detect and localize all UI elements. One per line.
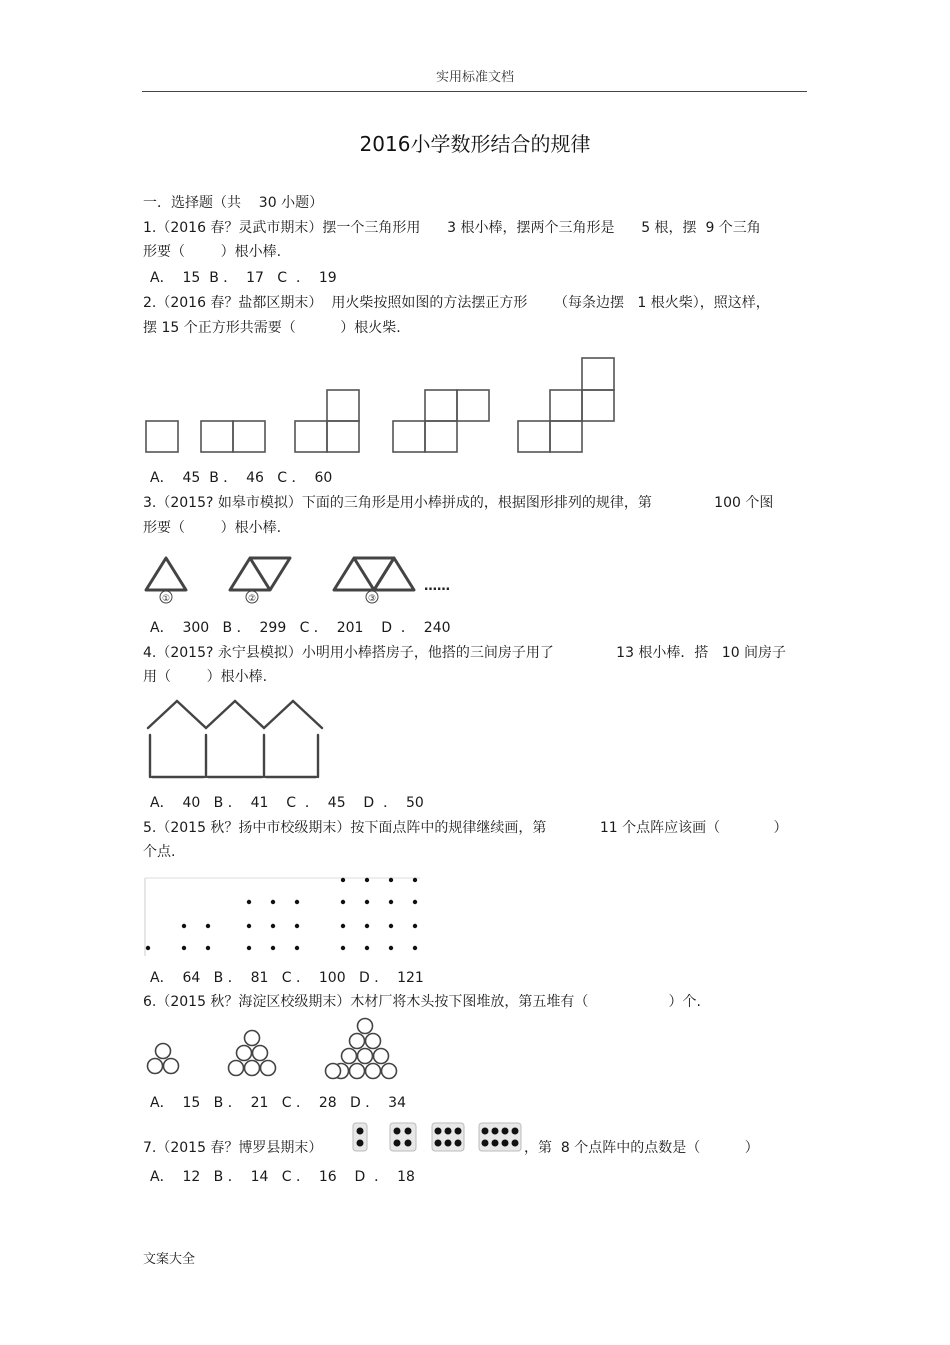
q3-label-3: ③ — [368, 594, 377, 604]
q2-text-line1: 2.（2016 春？盐都区期末） 用火柴按照如图的方法摆正方形 （每条边摆 1 根火柴），照这样， — [143, 295, 770, 311]
q7-text-part2: ，第 8 个点阵中的点数是（ ） — [524, 1140, 759, 1156]
q3-triangles-figure — [140, 548, 470, 610]
q4-options: A． 40 B ． 41 C ． 45 D ． 50 — [150, 795, 424, 811]
q7-text-part1: 7.（2015 春？博罗县期末） — [143, 1140, 323, 1156]
q3-label-1: ① — [162, 594, 171, 604]
page-footer: 文案大全 — [143, 1252, 196, 1267]
q4-houses-figure — [140, 695, 330, 785]
page-header: 实用标准文档 — [435, 70, 514, 85]
q1-text-line1: 1.（2016 春？灵武市期末）摆一个三角形用 3 根小棒，摆两个三角形是 5 根，摆 9 个三角 — [143, 220, 761, 236]
q5-text-line1: 5.（2015 秋？扬中市校级期末）按下面点阵中的规律继续画，第 11 个点阵应该画（ ） — [143, 820, 788, 836]
q4-text-line1: 4.（2015? 永宁县模拟）小明用小棒搭房子，他搭的三间房子用了 13 根小棒．搭 10 间房子 — [143, 645, 787, 661]
q4-text-line2: 用（ ）根小棒. — [143, 669, 268, 685]
q5-options: A． 64 B ． 81 C ． 100 D ． 121 — [150, 970, 424, 986]
q3-label-2: ② — [248, 594, 257, 604]
q6-log-pile-figure — [140, 1016, 410, 1088]
q2-options: A． 45 B ． 46 C ． 60 — [150, 470, 333, 486]
section-heading: 一．选择题（共 30 小题） — [143, 195, 324, 211]
header-rule — [142, 91, 807, 92]
q7-options: A． 12 B ． 14 C ． 16 D ． 18 — [150, 1169, 415, 1185]
q3-ellipsis: …… — [424, 579, 450, 594]
q1-text-line2: 形要（ ）根小棒. — [143, 244, 282, 260]
q3-options: A． 300 B ． 299 C ． 201 D ． 240 — [150, 620, 451, 636]
q2-text-line2: 摆 15 个正方形共需要（ ）根火柴. — [143, 320, 401, 336]
q3-text-line1: 3.（2015? 如皋市模拟）下面的三角形是用小棒拼成的，根据图形排列的规律，第 100 个图 — [143, 495, 774, 511]
q2-squares-figure — [140, 350, 620, 460]
document-title: 2016小学数形结合的规律 — [359, 132, 591, 156]
q7-dice-figure — [350, 1118, 525, 1156]
q6-text-line1: 6.（2015 秋？海淀区校级期末）木材厂将木头按下图堆放，第五堆有（ ）个. — [143, 994, 701, 1010]
q6-options: A． 15 B ． 21 C ． 28 D ． 34 — [150, 1095, 406, 1111]
q1-options: A． 15 B ． 17 C ． 19 — [150, 270, 337, 286]
q3-text-line2: 形要（ ）根小棒. — [143, 520, 282, 536]
q5-dot-matrix-figure — [140, 870, 430, 960]
q5-text-line2: 个点. — [143, 844, 176, 860]
